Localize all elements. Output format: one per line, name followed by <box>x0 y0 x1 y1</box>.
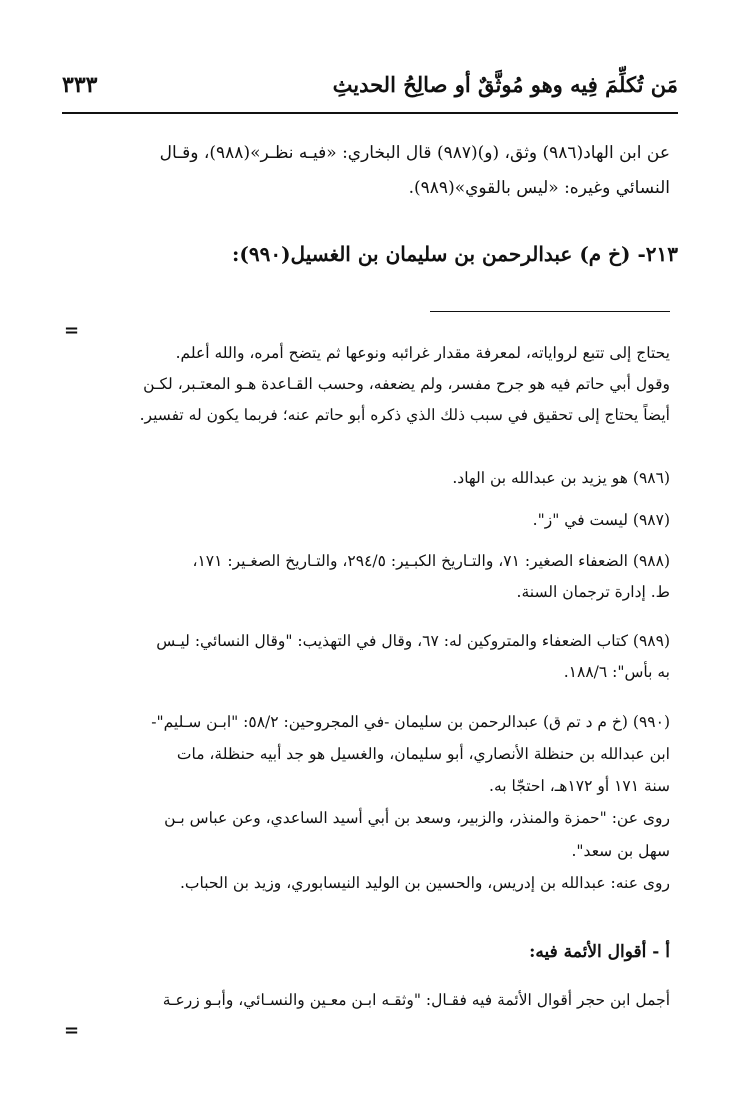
footnote-990 <box>68 712 670 893</box>
footnote-line: أيضاً يحتاج إلى تحقيق في سبب ذلك الذي ذكره أبو حاتم عنه؛ فربما يكون له تفسير. <box>139 406 670 425</box>
footnote-line: روى عنه: عبدالله بن إدريس، والحسين بن الوليد النيسابوري، وزيد بن الحباب. <box>179 873 670 892</box>
footnote-line: سنة ١٧١ أو ١٧٢هـ، احتجّا به. <box>489 777 670 796</box>
page-number: ٣٣٣ <box>62 72 98 98</box>
footnote-separator <box>430 311 670 312</box>
footnote-line: أجمل ابن حجر أقوال الأئمة فيه فقـال: "وثقـه ابـن معـين والنسـائي، وأبـو زرعـة <box>162 991 670 1009</box>
entry-heading: ٢١٣- (خ م) عبدالرحمن بن سليمان بن الغسيل(٩٩٠): <box>231 242 678 266</box>
footnote-line: يحتاج إلى تتبع لرواياته، لمعرفة مقدار غرائبه ونوعها ثم يتضح أمره، والله أعلم. <box>175 344 670 362</box>
footnote-line: (٩٨٨) الضعفاء الصغير: ٧١، والتـاريخ الكبـير: ٢٩٤/٥، والتـاريخ الصغـير: ١٧١، <box>192 552 670 570</box>
footnote-990-continued <box>68 990 670 1010</box>
footnote-line: (٩٩٠) (خ م د تم ق) عبدالرحمن بن سليمان -في المجروحين: ٥٨/٢: "ابـن سـليم"- <box>151 713 670 731</box>
footnote-line: به بأس": ١٨٨/٦. <box>563 663 670 682</box>
footnote-989 <box>68 631 670 682</box>
footnote-continuation <box>68 343 670 425</box>
continuation-mark: = <box>64 1020 80 1041</box>
main-line: النسائي وغيره: «ليس بالقوي»(٩٨٩). <box>408 177 670 198</box>
continuation-mark: = <box>64 320 80 341</box>
main-paragraph <box>70 142 670 212</box>
running-title: مَن تُكلِّمَ فِيه وهو مُوثَّقٌ أو صالِحُ الحديثِ <box>332 72 678 97</box>
footnote-line: (٩٨٧) ليست في "ز". <box>532 511 670 529</box>
main-line: عن ابن الهاد(٩٨٦) وثق، (و)(٩٨٧) قال البخاري: «فيـه نظـر»(٩٨٨)، وقـال <box>159 143 670 163</box>
footnote-line: روى عن: "حمزة والمنذر، والزبير، وسعد بن أبي أسيد الساعدي، وعن عباس بـن <box>164 809 670 828</box>
header-rule <box>62 112 678 114</box>
footnote-986 <box>68 468 670 488</box>
footnote-line: سهل بن سعد". <box>571 841 670 860</box>
section-subheading: أ - أقوال الأئمة فيه: <box>529 942 670 962</box>
footnote-line: ابن عبدالله بن حنظلة الأنصاري، أبو سليمان، والغسيل هو جد أبيه حنظلة، مات <box>176 745 670 764</box>
footnote-line: وقول أبي حاتم فيه هو جرح مفسر، ولم يضعفه، وحسب القـاعدة هـو المعتـبر، لكـن <box>143 375 670 394</box>
footnote-line: (٩٨٦) هو يزيد بن عبدالله بن الهاد. <box>452 469 670 487</box>
footnote-line: ط. إدارة ترجمان السنة. <box>516 583 670 602</box>
footnote-988 <box>68 551 670 602</box>
footnote-987 <box>68 510 670 530</box>
page-header <box>62 72 678 104</box>
footnote-line: (٩٨٩) كتاب الضعفاء والمتروكين له: ٦٧، وقال في التهذيب: "وقال النسائي: ليـس <box>156 632 670 650</box>
